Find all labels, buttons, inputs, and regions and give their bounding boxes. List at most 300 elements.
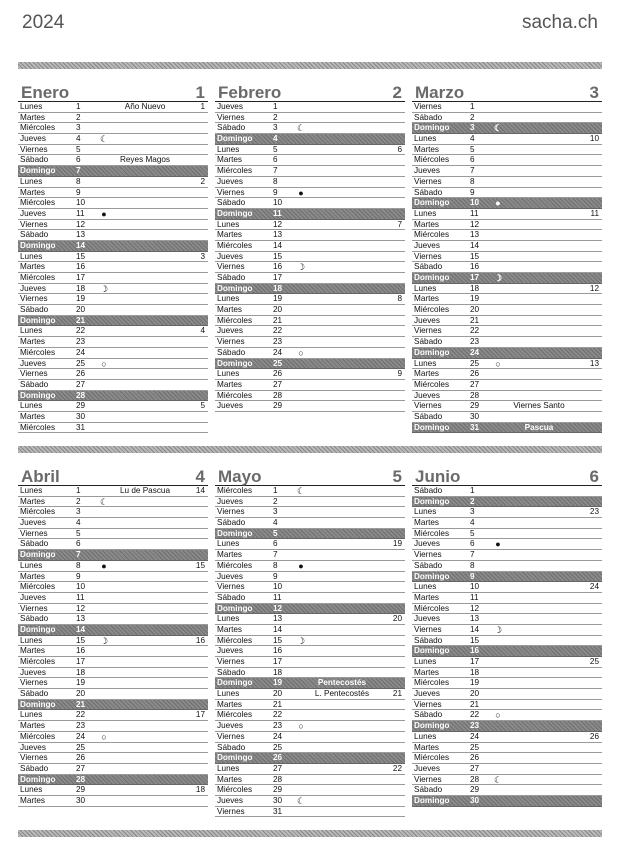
month-header	[412, 464, 602, 486]
day-row	[215, 305, 405, 316]
weekday-name: Jueves	[20, 358, 46, 368]
day-row	[18, 604, 208, 615]
week-number: 19	[392, 539, 402, 549]
weekday-name: Domingo	[217, 134, 253, 144]
day-row	[215, 614, 405, 625]
month-block	[215, 464, 405, 817]
week-number: 5	[200, 401, 205, 411]
day-number: 17	[76, 657, 86, 666]
weekday-name: Martes	[217, 155, 243, 165]
day-row	[412, 539, 602, 550]
weekday-name: Jueves	[217, 795, 243, 805]
weekday-name: Domingo	[217, 283, 253, 293]
day-number: 13	[273, 614, 283, 624]
sunday-row	[412, 273, 602, 284]
day-row	[18, 348, 208, 359]
weekday-name: Miércoles	[217, 315, 253, 325]
weekday-name: Domingo	[217, 753, 253, 763]
weekday-name: Martes	[217, 230, 243, 240]
weekday-name: Lunes	[414, 731, 437, 741]
day-number: 16	[76, 262, 86, 272]
weekday-name: Jueves	[217, 646, 243, 656]
day-number: 28	[273, 390, 283, 400]
week-number: 21	[392, 689, 402, 699]
day-row	[215, 369, 405, 380]
weekday-name: Sábado	[414, 560, 443, 570]
weekday-name: Martes	[414, 144, 440, 154]
day-row	[412, 625, 602, 636]
day-row	[412, 775, 602, 786]
weekday-name: Domingo	[217, 208, 253, 218]
full-moon-icon: ○	[298, 721, 304, 732]
day-row	[18, 721, 208, 732]
weekday-name: Miércoles	[20, 582, 56, 592]
day-number: 6	[273, 155, 278, 165]
day-row	[215, 348, 405, 359]
week-number: 3	[200, 251, 205, 261]
first-quarter-moon-icon: ☽	[296, 635, 306, 646]
weekday-name: Miércoles	[20, 422, 56, 432]
day-row	[215, 625, 405, 636]
day-row	[215, 326, 405, 337]
day-number: 7	[470, 550, 475, 560]
day-row	[412, 230, 602, 241]
day-number: 3	[76, 123, 81, 133]
day-number: 28	[470, 774, 480, 784]
weekday-name: Lunes	[217, 539, 240, 549]
day-number: 6	[76, 155, 81, 165]
day-row	[18, 614, 208, 625]
day-number: 18	[273, 283, 283, 293]
day-number: 23	[470, 337, 480, 347]
weekday-name: Viernes	[217, 262, 245, 272]
day-row	[412, 102, 602, 113]
day-row	[18, 423, 208, 434]
month-number: 2	[392, 83, 402, 102]
day-row	[215, 764, 405, 775]
day-row	[215, 380, 405, 391]
holiday-label: Viernes Santo	[513, 401, 565, 411]
weekday-name: Martes	[217, 305, 243, 315]
weekday-name: Jueves	[217, 326, 243, 336]
weekday-name: Martes	[20, 496, 46, 506]
day-row	[18, 123, 208, 134]
day-row	[18, 230, 208, 241]
day-row	[215, 188, 405, 199]
day-number: 20	[470, 689, 480, 699]
weekday-name: Domingo	[414, 571, 450, 581]
week-number: 20	[392, 614, 402, 624]
sunday-row	[215, 604, 405, 615]
week-number: 8	[397, 294, 402, 304]
day-row	[215, 294, 405, 305]
day-number: 3	[470, 507, 475, 517]
day-number: 19	[470, 294, 480, 304]
day-row	[18, 678, 208, 689]
last-quarter-moon-icon: ☾	[296, 486, 306, 496]
weekday-name: Sábado	[20, 763, 49, 773]
day-row	[412, 134, 602, 145]
day-number: 10	[76, 198, 86, 208]
weekday-name: Miércoles	[414, 528, 450, 538]
day-number: 7	[470, 166, 475, 176]
day-number: 21	[273, 315, 283, 325]
day-number: 22	[470, 710, 480, 720]
weekday-name: Martes	[20, 112, 46, 122]
weekday-name: Lunes	[217, 294, 240, 304]
weekday-name: Jueves	[217, 176, 243, 186]
day-number: 28	[76, 390, 86, 400]
weekday-name: Jueves	[414, 240, 440, 250]
full-moon-icon: ○	[495, 358, 501, 369]
day-number: 26	[470, 753, 480, 763]
weekday-name: Viernes	[414, 102, 442, 111]
month-name: Abril	[21, 467, 60, 486]
day-number: 1	[76, 102, 81, 111]
last-quarter-moon-icon: ☾	[493, 774, 503, 785]
weekday-name: Miércoles	[414, 305, 450, 315]
weekday-name: Domingo	[20, 550, 56, 560]
day-row	[215, 539, 405, 550]
day-number: 21	[76, 699, 86, 709]
weekday-name: Sábado	[414, 785, 443, 795]
day-number: 22	[76, 326, 86, 336]
sunday-row	[412, 497, 602, 508]
weekday-name: Viernes	[414, 251, 442, 261]
day-row	[412, 743, 602, 754]
day-number: 19	[273, 294, 283, 304]
weekday-name: Jueves	[414, 166, 440, 176]
weekday-name: Miércoles	[20, 347, 56, 357]
day-row	[412, 657, 602, 668]
day-row	[215, 550, 405, 561]
day-row	[18, 689, 208, 700]
weekday-name: Sábado	[20, 614, 49, 624]
weekday-name: Martes	[414, 219, 440, 229]
weekday-name: Martes	[414, 518, 440, 528]
day-number: 1	[470, 486, 475, 495]
day-number: 24	[76, 347, 86, 357]
sunday-row	[215, 134, 405, 145]
week-number: 4	[200, 326, 205, 336]
week-number: 24	[589, 582, 599, 592]
month-number: 6	[589, 467, 599, 486]
day-number: 25	[76, 742, 86, 752]
sunday-row	[412, 423, 602, 434]
weekday-name: Domingo	[20, 774, 56, 784]
day-number: 4	[273, 518, 278, 528]
weekday-name: Martes	[414, 592, 440, 602]
month-name: Febrero	[218, 83, 282, 102]
weekday-name: Sábado	[414, 710, 443, 720]
weekday-name: Jueves	[20, 283, 46, 293]
day-row	[412, 113, 602, 124]
sunday-row	[412, 646, 602, 657]
month-header	[18, 464, 208, 486]
day-row	[412, 412, 602, 423]
holiday-label: Año Nuevo	[124, 102, 166, 111]
weekday-name: Sábado	[217, 198, 246, 208]
day-row	[215, 668, 405, 679]
day-row	[215, 113, 405, 124]
day-number: 11	[76, 592, 85, 602]
weekday-name: Jueves	[20, 518, 46, 528]
first-quarter-moon-icon: ☽	[99, 635, 109, 646]
weekday-name: Viernes	[414, 176, 442, 186]
weekday-name: Jueves	[414, 390, 440, 400]
weekday-name: Lunes	[414, 208, 437, 218]
day-row	[18, 113, 208, 124]
weekday-name: Sábado	[20, 379, 49, 389]
day-number: 4	[273, 134, 278, 144]
day-number: 2	[76, 112, 81, 122]
day-number: 18	[470, 667, 480, 677]
day-number: 18	[470, 283, 480, 293]
day-row	[18, 102, 208, 113]
day-number: 20	[273, 305, 283, 315]
first-quarter-moon-icon: ☽	[296, 262, 306, 273]
weekday-name: Martes	[20, 795, 46, 805]
day-number: 24	[470, 731, 480, 741]
day-number: 1	[273, 486, 278, 495]
bottom-divider-band	[18, 830, 602, 837]
day-number: 2	[273, 112, 278, 122]
weekday-name: Miércoles	[217, 635, 253, 645]
day-row	[412, 305, 602, 316]
weekday-name: Lunes	[20, 326, 43, 336]
weekday-name: Miércoles	[414, 678, 450, 688]
day-row	[215, 273, 405, 284]
day-number: 12	[76, 219, 86, 229]
weekday-name: Miércoles	[20, 731, 56, 741]
weekday-name: Lunes	[20, 635, 43, 645]
day-number: 30	[76, 795, 86, 805]
day-number: 28	[273, 774, 283, 784]
day-row	[215, 657, 405, 668]
weekday-name: Viernes	[20, 603, 48, 613]
month-header	[215, 80, 405, 102]
weekday-name: Sábado	[414, 187, 443, 197]
new-moon-icon: ●	[298, 187, 304, 198]
day-number: 12	[273, 219, 283, 229]
first-quarter-moon-icon: ☽	[99, 283, 109, 294]
weekday-name: Martes	[414, 667, 440, 677]
weekday-name: Viernes	[20, 144, 48, 154]
week-number: 26	[589, 731, 599, 741]
weekday-name: Sábado	[20, 305, 49, 315]
day-row	[18, 753, 208, 764]
month-header	[412, 80, 602, 102]
day-row	[18, 657, 208, 668]
weekday-name: Jueves	[20, 208, 46, 218]
month-name: Junio	[415, 467, 461, 486]
weekday-name: Martes	[217, 379, 243, 389]
sunday-row	[412, 721, 602, 732]
sunday-row	[412, 348, 602, 359]
new-moon-icon: ●	[101, 208, 107, 219]
day-row	[412, 614, 602, 625]
day-number: 18	[76, 283, 86, 293]
day-number: 5	[76, 144, 81, 154]
day-row	[412, 561, 602, 572]
day-number: 12	[76, 603, 86, 613]
weekday-name: Sábado	[217, 123, 246, 133]
day-row	[412, 785, 602, 796]
day-number: 11	[470, 592, 479, 602]
full-moon-icon: ○	[101, 731, 107, 742]
day-row	[215, 177, 405, 188]
day-number: 7	[273, 550, 278, 560]
weekday-name: Jueves	[217, 571, 243, 581]
day-number: 22	[273, 710, 283, 720]
day-number: 9	[76, 571, 81, 581]
day-row	[215, 582, 405, 593]
day-number: 10	[273, 198, 283, 208]
day-number: 29	[470, 785, 480, 795]
day-row	[215, 743, 405, 754]
weekday-name: Viernes	[20, 678, 48, 688]
day-number: 13	[76, 614, 86, 624]
day-number: 18	[273, 667, 283, 677]
weekday-name: Miércoles	[414, 155, 450, 165]
day-number: 2	[76, 496, 81, 506]
day-number: 5	[470, 144, 475, 154]
day-row	[18, 412, 208, 423]
day-number: 26	[76, 369, 86, 379]
day-row	[412, 166, 602, 177]
day-number: 24	[273, 347, 283, 357]
month-name: Marzo	[415, 83, 465, 102]
sunday-row	[412, 572, 602, 583]
day-number: 12	[273, 603, 283, 613]
weekday-name: Martes	[20, 337, 46, 347]
day-row	[412, 529, 602, 540]
weekday-name: Lunes	[20, 560, 43, 570]
weekday-name: Jueves	[414, 539, 440, 549]
day-number: 25	[273, 358, 283, 368]
day-number: 18	[76, 667, 86, 677]
day-number: 4	[470, 134, 475, 144]
week-number: 25	[589, 657, 599, 666]
day-number: 9	[470, 571, 475, 581]
weekday-name: Viernes	[20, 219, 48, 229]
day-row	[412, 401, 602, 412]
sunday-row	[215, 753, 405, 764]
day-number: 26	[470, 369, 480, 379]
day-number: 30	[470, 411, 480, 421]
full-moon-icon: ○	[298, 347, 304, 358]
day-row	[412, 582, 602, 593]
weekday-name: Miércoles	[217, 390, 253, 400]
day-row	[18, 743, 208, 754]
day-row	[215, 252, 405, 263]
day-number: 10	[470, 582, 480, 592]
weekday-name: Martes	[414, 742, 440, 752]
day-number: 14	[470, 624, 480, 634]
day-number: 10	[76, 582, 86, 592]
weekday-name: Lunes	[217, 763, 240, 773]
day-number: 23	[76, 337, 86, 347]
day-number: 24	[470, 347, 480, 357]
sunday-row	[18, 550, 208, 561]
weekday-name: Lunes	[414, 358, 437, 368]
weekday-name: Domingo	[20, 699, 56, 709]
day-row	[215, 561, 405, 572]
day-number: 16	[273, 262, 283, 272]
week-number: 15	[195, 560, 205, 570]
new-moon-icon: ●	[101, 560, 107, 571]
weekday-name: Lunes	[217, 614, 240, 624]
month-block	[412, 464, 602, 817]
day-row	[412, 689, 602, 700]
day-row	[215, 401, 405, 412]
day-number: 6	[76, 539, 81, 549]
day-row	[412, 593, 602, 604]
weekday-name: Sábado	[414, 262, 443, 272]
weekday-name: Miércoles	[414, 603, 450, 613]
day-number: 11	[273, 208, 282, 218]
day-row	[18, 785, 208, 796]
sunday-row	[18, 241, 208, 252]
top-divider-band	[18, 62, 602, 69]
day-number: 5	[273, 528, 278, 538]
day-number: 25	[273, 742, 283, 752]
day-row	[412, 145, 602, 156]
day-number: 11	[76, 208, 85, 218]
day-row	[215, 155, 405, 166]
day-row	[215, 732, 405, 743]
month-block	[412, 80, 602, 433]
day-row	[215, 700, 405, 711]
day-row	[412, 326, 602, 337]
day-number: 6	[470, 539, 475, 549]
day-row	[215, 262, 405, 273]
day-number: 3	[273, 123, 278, 133]
day-row	[18, 646, 208, 657]
weekday-name: Sábado	[217, 667, 246, 677]
day-number: 24	[273, 731, 283, 741]
sunday-row	[18, 316, 208, 327]
day-number: 29	[273, 785, 283, 795]
weekday-name: Jueves	[217, 496, 243, 506]
day-row	[412, 507, 602, 518]
day-number: 6	[470, 155, 475, 165]
day-row	[18, 710, 208, 721]
day-number: 31	[273, 806, 283, 816]
day-number: 16	[273, 646, 283, 656]
new-moon-icon: ●	[495, 198, 501, 209]
day-row	[18, 134, 208, 145]
weekday-name: Miércoles	[414, 379, 450, 389]
day-row	[18, 284, 208, 295]
sunday-row	[18, 166, 208, 177]
day-row	[215, 145, 405, 156]
day-number: 8	[470, 560, 475, 570]
last-quarter-moon-icon: ☾	[99, 134, 109, 145]
holiday-label: Lu de Pascua	[119, 486, 171, 495]
weekday-name: Martes	[20, 411, 46, 421]
day-number: 27	[273, 379, 283, 389]
day-number: 15	[273, 635, 283, 645]
weekday-name: Miércoles	[20, 273, 56, 282]
day-number: 25	[470, 358, 480, 368]
day-row	[412, 252, 602, 263]
weekday-name: Viernes	[217, 582, 245, 592]
day-row	[412, 668, 602, 679]
day-row	[18, 572, 208, 583]
holiday-label: L. Pentecostés	[314, 689, 370, 699]
weekday-name: Lunes	[217, 689, 240, 699]
